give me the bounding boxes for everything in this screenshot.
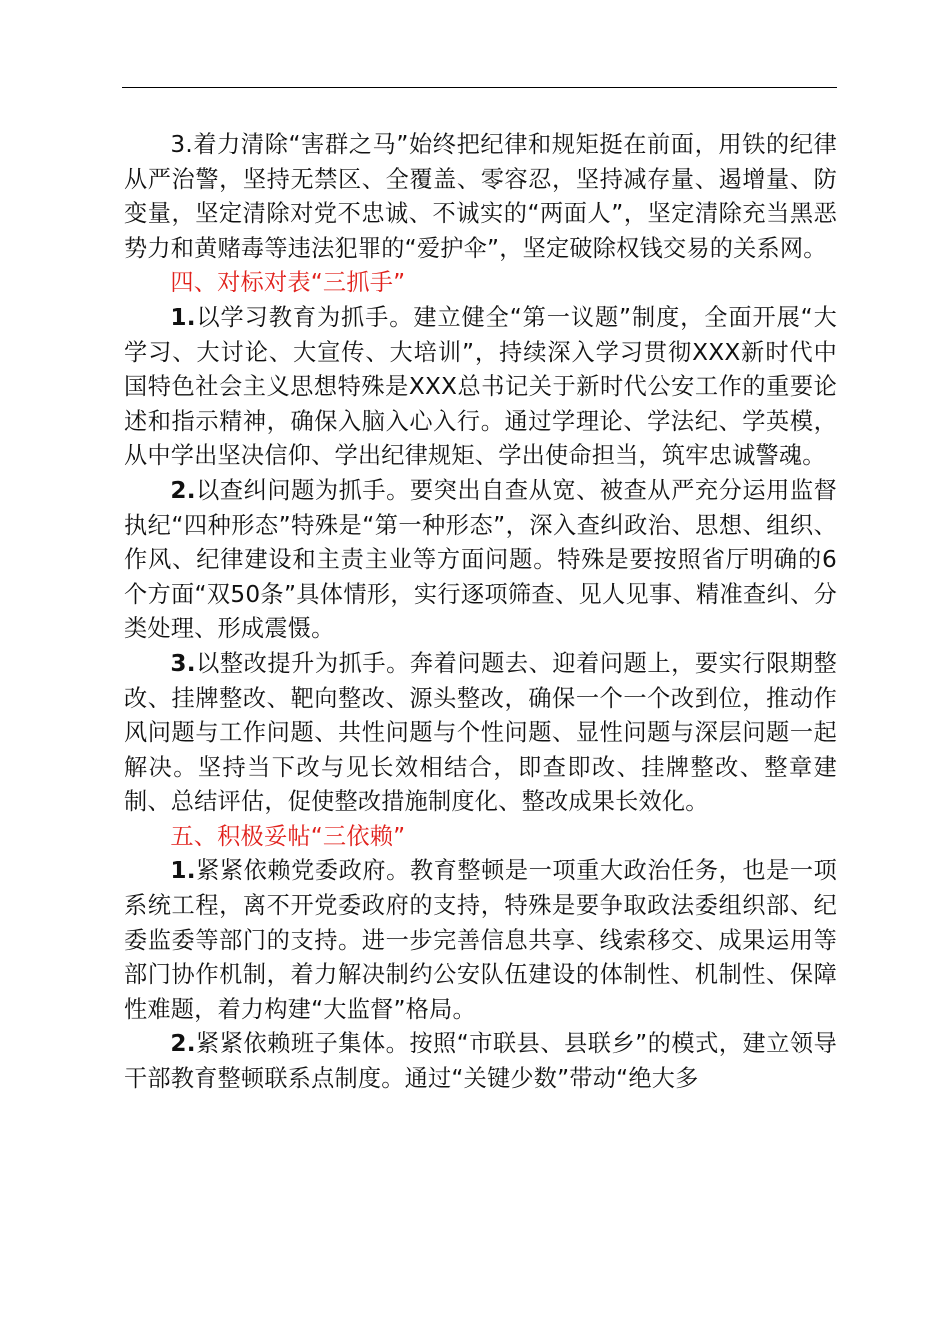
paragraph-5-2-leadership-team: 2.紧紧依赖班子集体。按照“市联县、县联乡”的模式，建立领导干部教育整顿联系点制度。通过“关键少数”带动“绝大多 xyxy=(124,1030,837,1093)
item-number: 2. xyxy=(170,476,196,504)
item-number: 1. xyxy=(170,857,196,885)
section-heading-5: 五、积极妥帖“三依赖” xyxy=(170,822,406,850)
item-number: 2. xyxy=(170,1030,196,1058)
paragraph-3-remove-bad-elements: 3.着力清除“害群之马”始终把纪律和规矩挺在前面，用铁的纪律从严治警，坚持无禁区、全覆盖、零容忍，坚持减存量、遏增量、防变量，坚定清除对党不忠诚、不诚实的“两面人”，坚定清除充当黑恶势力和黄赌毒等违法犯罪的“爱护伞”，坚定破除权钱交易的关系网。 xyxy=(124,131,837,262)
paragraph-4-2-investigate: 2.以查纠问题为抓手。要突出自查从宽、被查从严充分运用监督执纪“四种形态”特殊是“第一种形态”，深入查纠政治、思想、组织、作风、纪律建设和主责主业等方面问题。特殊是要按照省厅明确的6个方面“双50条”具体情形，实行逐项筛查、见人见事、精准查纠、分类处理、形成震慑。 xyxy=(124,476,837,643)
paragraph-5-1-party-committee: 1.紧紧依赖党委政府。教育整顿是一项重大政治任务，也是一项系统工程，离不开党委政府的支持，特殊是要争取政法委组织部、纪委监委等部门的支持。进一步完善信息共享、线索移交、成果运用等部门协作机制，着力解决制约公安队伍建设的体制性、机制性、保障性难题，着力构建“大监督”格局。 xyxy=(124,857,837,1023)
paragraph-4-1-study: 1.以学习教育为抓手。建立健全“第一议题”制度，全面开展“大学习、大讨论、大宣传、大培训”，持续深入学习贯彻XXX新时代中国特色社会主义思想特殊是XXX总书记关于新时代公安工作的重要论述和指示精神，确保入脑入心入行。通过学理论、学法纪、学英模，从中学出坚决信仰、学出纪律规矩、学出使命担当，筑牢忠诚警魂。 xyxy=(124,303,837,470)
section-heading-4: 四、对标对表“三抓手” xyxy=(170,269,406,297)
item-number: 3. xyxy=(170,649,196,677)
paragraph-4-3-rectify: 3.以整改提升为抓手。奔着问题去、迎着问题上，要实行限期整改、挂牌整改、靶向整改、源头整改，确保一个一个改到位，推动作风问题与工作问题、共性问题与个性问题、显性问题与深层问题一起解决。坚持当下改与见长效相结合，即查即改、挂牌整改、整章建制、总结评估，促使整改措施制度化、整改成果长效化。 xyxy=(124,649,837,816)
header-rule xyxy=(122,87,837,88)
document-body xyxy=(124,128,837,1097)
item-number: 1. xyxy=(170,303,196,331)
